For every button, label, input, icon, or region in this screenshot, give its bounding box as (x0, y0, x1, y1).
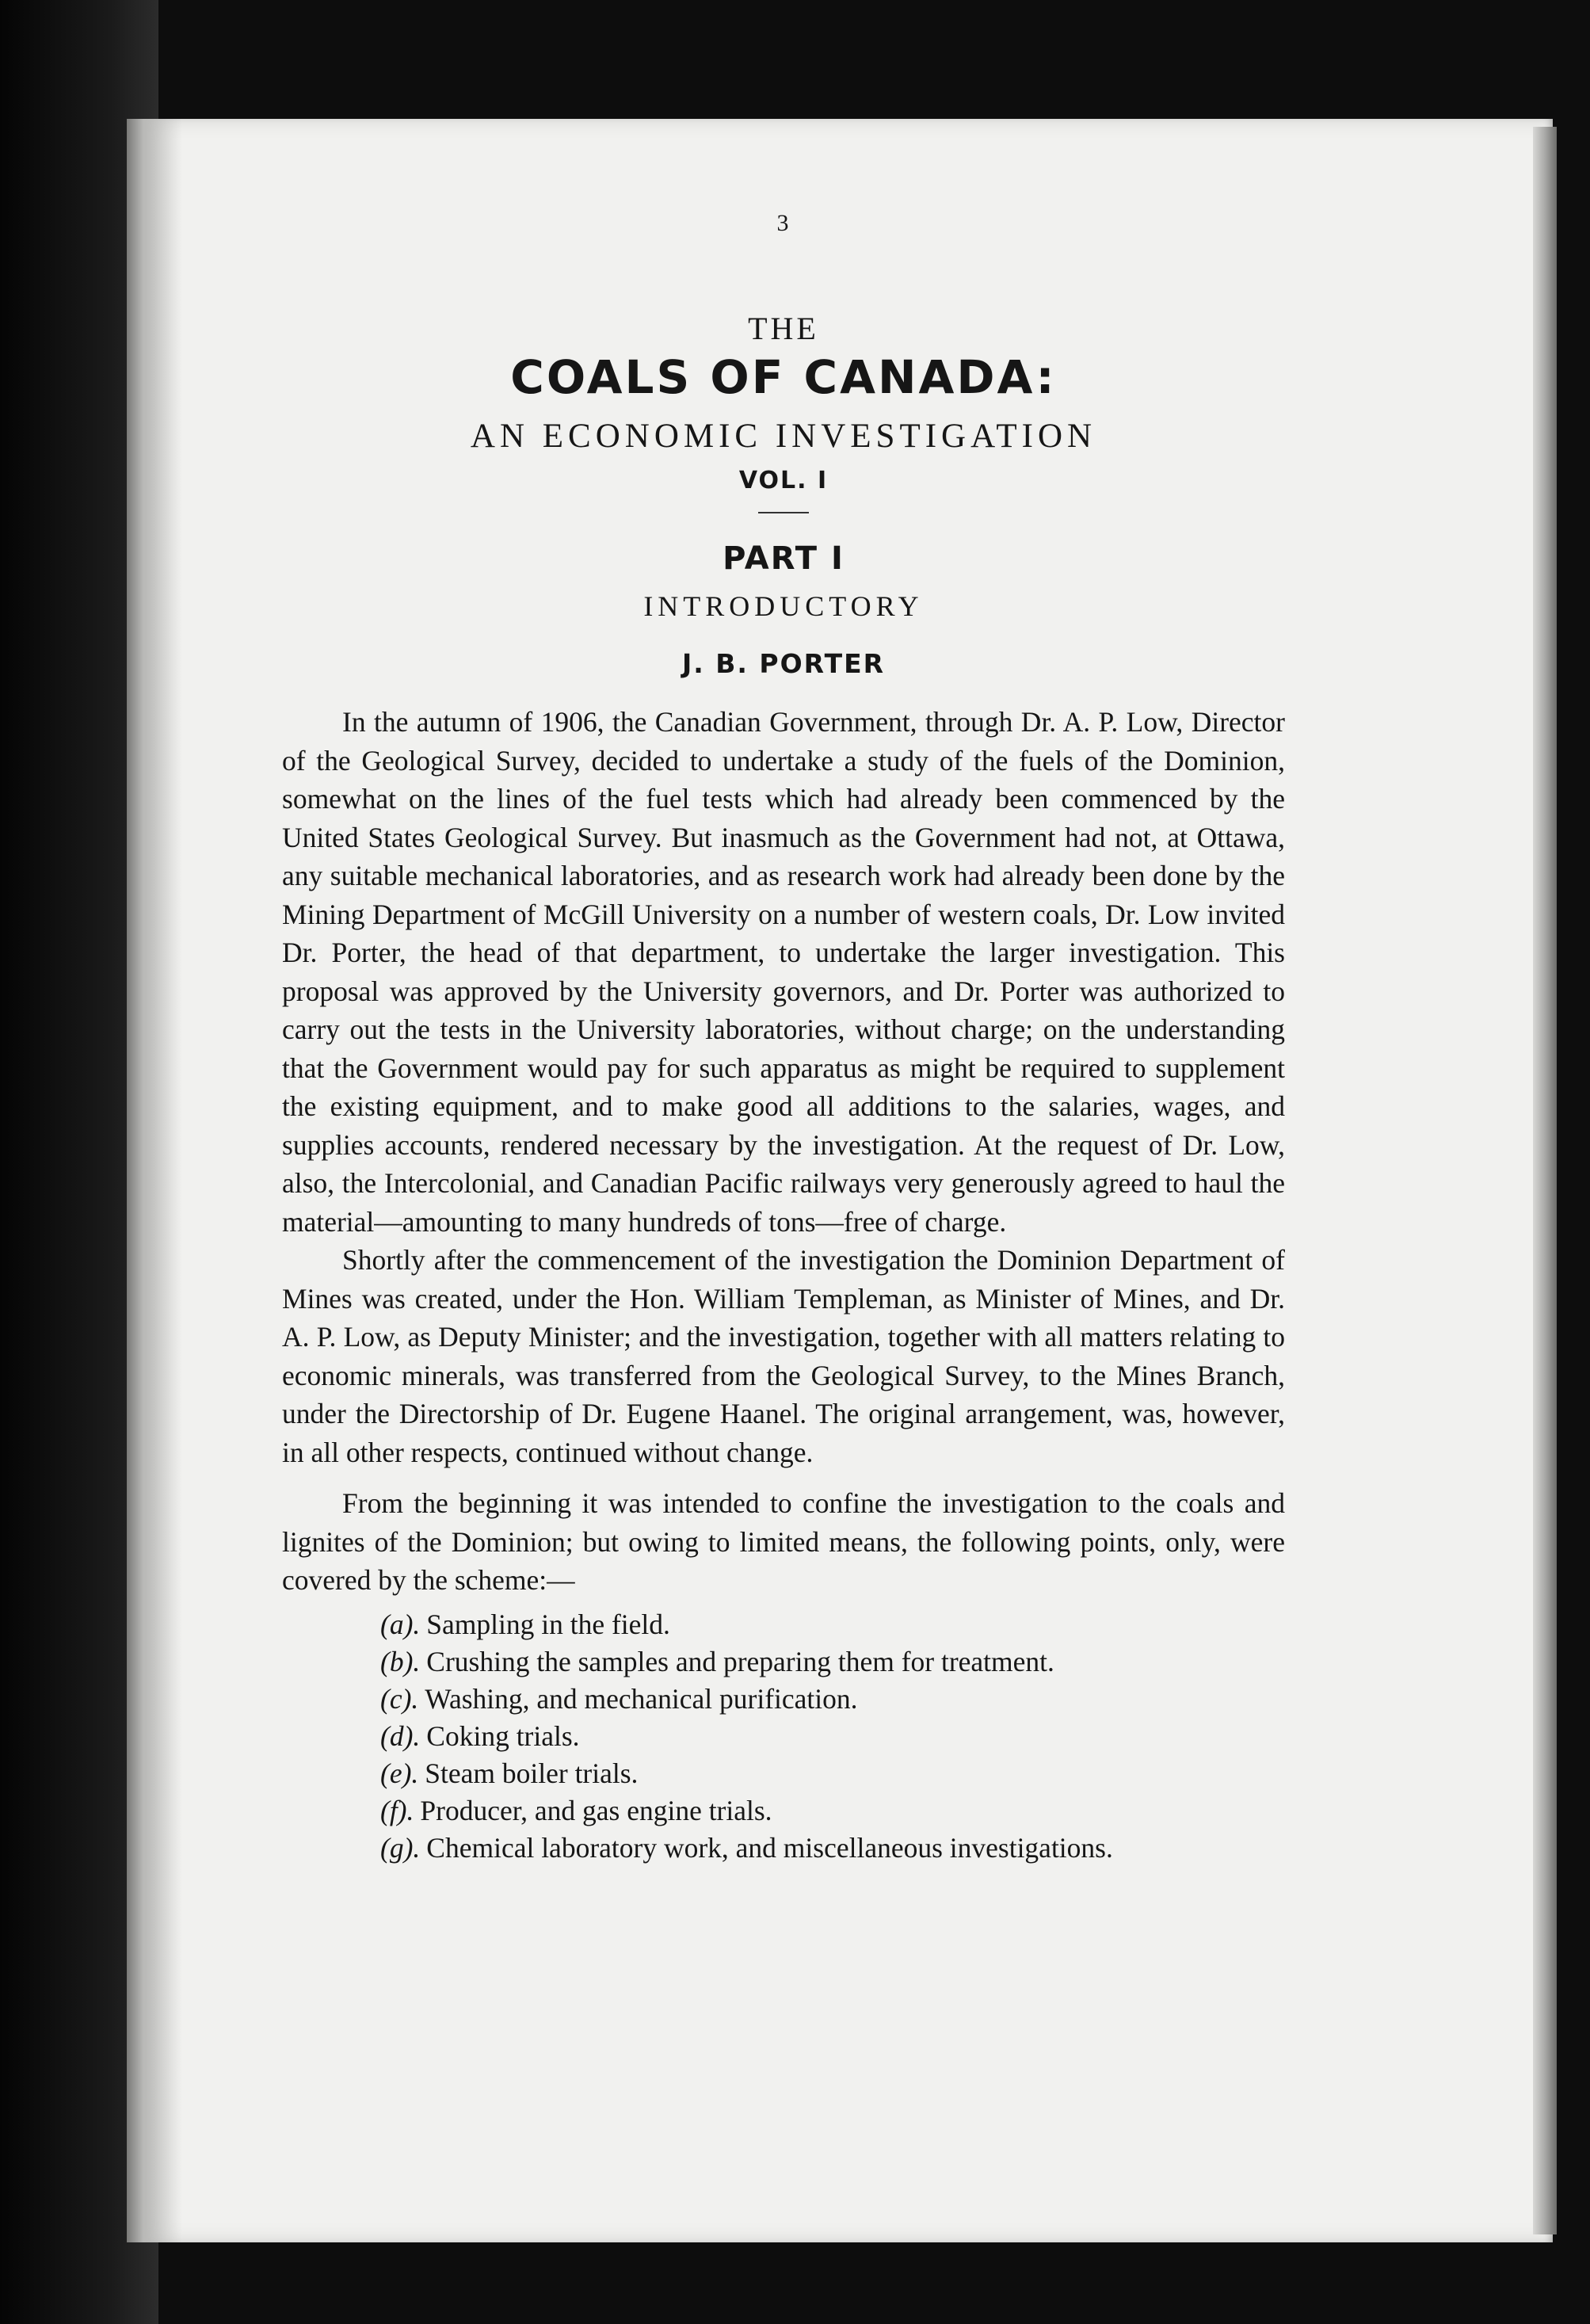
list-item (380, 1643, 1285, 1681)
body-paragraph: Shortly after the commencement of the investigation the Dominion Department of Mines was created, under the Hon. William Templeman, as Minister of Mines, and Dr. A. P. Low, as Deputy Minister; and the investigation, together with all matters relating to economic minerals, was transferred from the Geological Survey, to the Mines Branch, under the Directorship of Dr. Eugene Haanel. The original arrangement, was, however, in all other respects, continued without change. (282, 1244, 1285, 1468)
list-item (380, 1718, 1285, 1755)
page-binding-shadow (127, 119, 182, 2242)
list-item (380, 1606, 1285, 1643)
list-item-text: Sampling in the field. (426, 1608, 670, 1640)
list-item-text: Chemical laboratory work, and miscellaneous investigations. (426, 1831, 1113, 1864)
page-content (282, 210, 1285, 1867)
list-item-marker: (c). (380, 1682, 419, 1715)
part-heading: PART I (723, 540, 845, 577)
document-subtitle: AN ECONOMIC INVESTIGATION (470, 418, 1097, 455)
list-item-text: Washing, and mechanical purification. (425, 1682, 858, 1715)
volume-label: VOL. I (738, 467, 829, 494)
author-name: J. B. PORTER (681, 648, 886, 679)
list-item (380, 1681, 1285, 1718)
list-item-marker: (g). (380, 1831, 421, 1864)
investigation-points-list (380, 1606, 1285, 1867)
list-item-text: Steam boiler trials. (425, 1757, 639, 1789)
list-item-text: Producer, and gas engine trials. (420, 1794, 772, 1826)
list-item-marker: (a). (380, 1608, 421, 1640)
page-number: 3 (776, 210, 791, 236)
list-item (380, 1830, 1285, 1867)
list-item-marker: (e). (380, 1757, 419, 1789)
page-edge (1533, 127, 1557, 2234)
list-item-marker: (b). (380, 1645, 421, 1677)
document-title: COALS OF CANADA: (510, 350, 1057, 404)
list-item (380, 1792, 1285, 1830)
list-item-text: Coking trials. (426, 1719, 580, 1752)
list-item-marker: (f). (380, 1794, 414, 1826)
list-item-marker: (d). (380, 1719, 421, 1752)
list-item (380, 1755, 1285, 1792)
body-paragraph: In the autumn of 1906, the Canadian Government, through Dr. A. P. Low, Director of the Geological Survey, decided to undertake a study of the fuels of the Dominion, somewhat on the lines of the fuel tests which had already been commenced by the United States Geological Survey. But inasmuch as the Government had not, at Ottawa, any suitable mechanical laboratories, and as research work had already been done by the Mining Department of McGill University on a number of western coals, Dr. Low invited Dr. Porter, the head of that department, to undertake the larger investigation. This proposal was approved by the University governors, and Dr. Porter was authorized to carry out the tests in the University laboratories, without charge; on the understanding that the Government would pay for such apparatus as might be required to supplement the existing equipment, and to make good all additions to the salaries, wages, and supplies accounts, rendered necessary by the investigation. At the request of Dr. Low, also, the Intercolonial, and Canadian Pacific railways very generously agreed to haul the material—amounting to many hundreds of tons—free of charge. (282, 706, 1285, 1238)
list-item-text: Crushing the samples and preparing them for treatment. (426, 1645, 1054, 1677)
part-subtitle: INTRODUCTORY (643, 590, 924, 622)
body-paragraph: From the beginning it was intended to confine the investigation to the coals and lignites of the Dominion; but owing to limited means, the following points, only, were covered by the scheme:— (282, 1487, 1285, 1596)
title-article: THE (748, 311, 819, 346)
title-divider (758, 512, 809, 513)
